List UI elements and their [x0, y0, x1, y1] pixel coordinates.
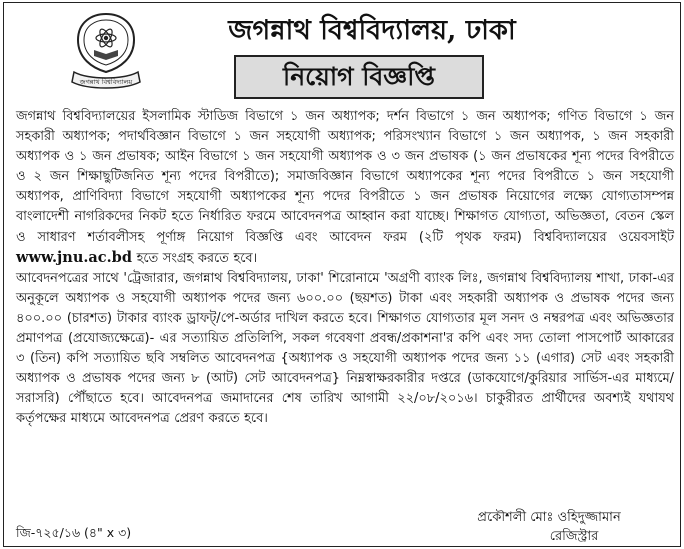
notice-paragraph-2: আবেদনপত্রের সাথে 'ট্রেজারার, জগন্নাথ বিশ্ববিদ্যালয়, ঢাকা' শিরোনামে 'অগ্রণী ব্যাংক লিঃ, জগন্নাথ বিশ্ববিদ্যালয় শাখা, ঢাকা-এর অনুকূলে অধ্যাপক ও সহযোগী অধ্যাপক পদের জন্য ৬০০.০০ (ছয়শত) টাকা এবং সহকারী অধ্যাপক ও প্রভাষক পদের জন্য ৪০০.০০ (চারশত) টাকার ব্যাংক ড্রাফট্/পে-অর্ডার দাখিল করতে হবে। শিক্ষাগত যোগ্যতার মূল সনদ ও নম্বরপত্র এবং অভিজ্ঞতার প্রমাণপত্র (প্রযোজ্যক্ষেত্রে)- এর সত্যায়িত প্রতিলিপি, সকল গবেষণা প্রবন্ধ/প্রকাশনা'র কপি এবং সদ্য তোলা পাসপোর্ট আকারের ৩ (তিন) কপি সত্যায়িত ছবি সম্বলিত আবেদনপত্র {অধ্যাপক ও সহযোগী অধ্যাপক পদের জন্য ১১ (এগার) সেট এবং সহকারী অধ্যাপক ও প্রভাষক পদের জন্য ৮ (আট) সেট আবেদনপত্র} নিম্নস্বাক্ষরকারীর দপ্তরে (ডাকযোগে/কুরিয়ার সার্ভিস-এর মাধ্যমে/সরাসরি) পৌঁছাতে হবে। আবেদনপত্র জমাদানের শেষ তারিখ আগামী ২২/০৮/২০১৬। চাকুরীরত প্রার্থীদের অবশ্যই যথাযথ কর্তৃপক্ষের মাধ্যমে আবেদনপত্র প্রেরণ করতে হবে। — [16, 270, 674, 427]
notice-paragraph-1 — [16, 107, 674, 269]
signatory-name: প্রকৌশলী মোঃ ওহিদুজ্জামান — [477, 510, 621, 525]
university-name: জগন্নাথ বিশ্ববিদ্যালয়, ঢাকা — [228, 15, 516, 46]
notice-body — [16, 107, 674, 430]
notice-title: নিয়োগ বিজ্ঞপ্তি — [234, 55, 484, 99]
notice-frame — [3, 2, 681, 547]
logo-caption: জগন্নাথ বিশ্ববিদ্যালয় — [79, 78, 133, 86]
signatory-designation: রেজিস্ট্রার — [549, 529, 599, 544]
signatory-block — [424, 508, 674, 546]
reference-number: জি-৭২৫/১৬ (৪" x ৩) — [16, 525, 132, 540]
website-link[interactable]: www.jnu.ac.bd — [16, 248, 132, 266]
paragraph-1-end: হতে সংগ্রহ করতে হবে। — [136, 250, 258, 266]
paragraph-1-text: জগন্নাথ বিশ্ববিদ্যালয়ের ইসলামিক স্টাডিজ বিভাগে ১ জন অধ্যাপক; দর্শন বিভাগে ১ জন অধ্যাপক; গণিত বিভাগে ১ জন সহকারী অধ্যাপক; পদার্থবিজ্ঞান বিভাগে ১ জন সহযোগী অধ্যাপক; পরিসংখ্যান বিভাগে ১ জন অধ্যাপক, ১ জন সহকারী অধ্যাপক ও ১ জন প্রভাষক; আইন বিভাগে ১ জন সহযোগী অধ্যাপক ও ৩ জন প্রভাষক (১ জন প্রভাষকের শূন্য পদের বিপরীতে ও ২ জন শিক্ষাছুটিজনিত শূন্য পদের বিপরীতে); সমাজবিজ্ঞান বিভাগে অধ্যাপকের শূন্য পদের বিপরীতে ১ জন সহযোগী অধ্যাপক, প্রাণিবিদ্যা বিভাগে সহযোগী অধ্যাপকের শূন্য পদের বিপরীতে ১ জন প্রভাষক নিয়োগের লক্ষ্যে যোগ্যতাসম্পন্ন বাংলাদেশী নাগরিকদের নিকট হতে নির্ধারিত ফরমে আবেদনপত্র আহ্বান করা যাচ্ছে। শিক্ষাগত যোগ্যতা, অভিজ্ঞতা, বেতন স্কেল ও সাধারণ শর্তাবলীসহ পূর্ণাঙ্গ নিয়োগ বিজ্ঞপ্তি এবং আবেদন ফরম (২টি পৃথক ফরম) বিশ্ববিদ্যালয়ের ওয়েবসাইট — [16, 109, 674, 245]
